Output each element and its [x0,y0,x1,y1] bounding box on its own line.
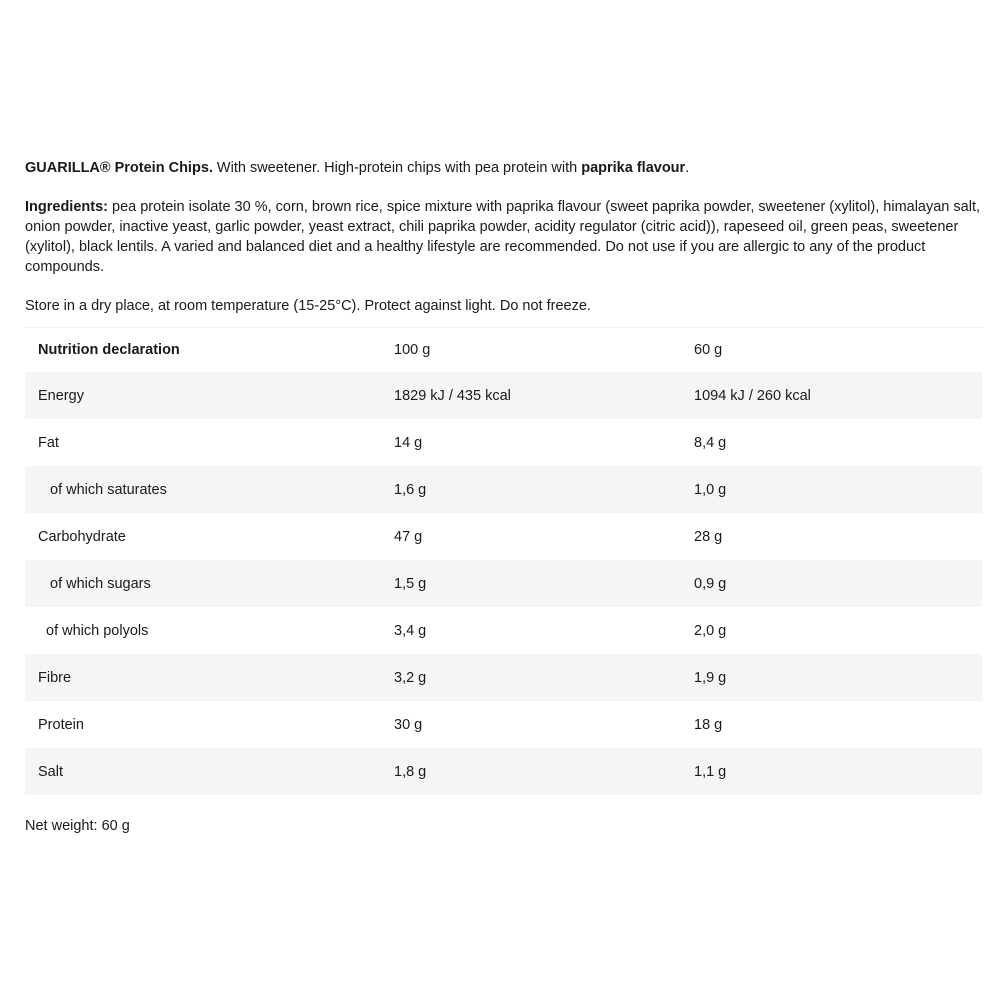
table-row [25,701,982,748]
value-per-60g: 8,4 g [694,434,727,451]
product-brand: GUARILLA® Protein Chips. [25,160,213,176]
value-per-100g: 1,8 g [394,763,427,780]
table-row [25,372,982,419]
value-per-100g: 3,4 g [394,622,427,639]
nutrient-name: Fibre [38,669,72,686]
value-per-60g: 1,0 g [694,481,727,498]
value-per-60g: 18 g [694,716,723,733]
product-title-end: . [685,160,690,176]
table-row [25,654,982,701]
nutrition-table [25,327,982,795]
nutrient-name: of which sugars [50,575,151,592]
value-per-100g: 14 g [394,434,423,451]
value-per-60g: 28 g [694,528,723,545]
nutrient-name: of which saturates [50,481,167,498]
nutrient-name: Energy [38,387,84,404]
value-per-60g: 1094 kJ / 260 kcal [694,387,811,404]
value-per-100g: 3,2 g [394,669,427,686]
value-per-100g: 30 g [394,716,423,733]
nutrient-name: Fat [38,434,59,451]
value-per-100g: 47 g [394,528,423,545]
nutrient-name: Salt [38,763,63,780]
table-row [25,560,982,607]
ingredients-label: Ingredients: [25,199,108,215]
value-per-100g: 1,5 g [394,575,427,592]
nutrition-header-per-60g: 60 g [694,342,723,358]
nutrition-header-label: Nutrition declaration [38,342,180,358]
nutrient-name: Carbohydrate [38,528,126,545]
net-weight: Net weight: 60 g [25,818,130,834]
table-row [25,419,982,466]
nutrition-header-row [25,328,982,372]
table-row [25,607,982,654]
product-description [25,158,982,836]
value-per-100g: 1829 kJ / 435 kcal [394,387,511,404]
value-per-100g: 1,6 g [394,481,427,498]
table-row [25,513,982,560]
value-per-60g: 1,1 g [694,763,727,780]
nutrient-name: Protein [38,716,84,733]
value-per-60g: 0,9 g [694,575,727,592]
table-row [25,466,982,513]
table-row [25,748,982,795]
ingredients-text: pea protein isolate 30 %, corn, brown rice, spice mixture with paprika flavour (sweet paprika powder, sweetener (xylitol), himalayan salt, onion powder, inactive yeast, garlic powder, yeast extract, chili paprika powder, acidity regulator (citric acid)), rapeseed oil, green peas, sweetener (xylitol), black lentils. A varied and balanced diet and a healthy lifestyle are recommended. Do not use if you are allergic to any of the product compounds. [25,199,980,275]
ingredients-paragraph [25,197,982,277]
nutrient-name: of which polyols [46,622,149,639]
value-per-60g: 1,9 g [694,669,727,686]
value-per-60g: 2,0 g [694,622,727,639]
product-summary: With sweetener. High-protein chips with pea protein with [212,160,582,176]
nutrition-header-per-100g: 100 g [394,342,431,358]
product-title [25,158,982,178]
product-flavour: paprika flavour [581,160,686,176]
storage-instructions: Store in a dry place, at room temperature (15-25°C). Protect against light. Do not freeze. [25,298,591,314]
